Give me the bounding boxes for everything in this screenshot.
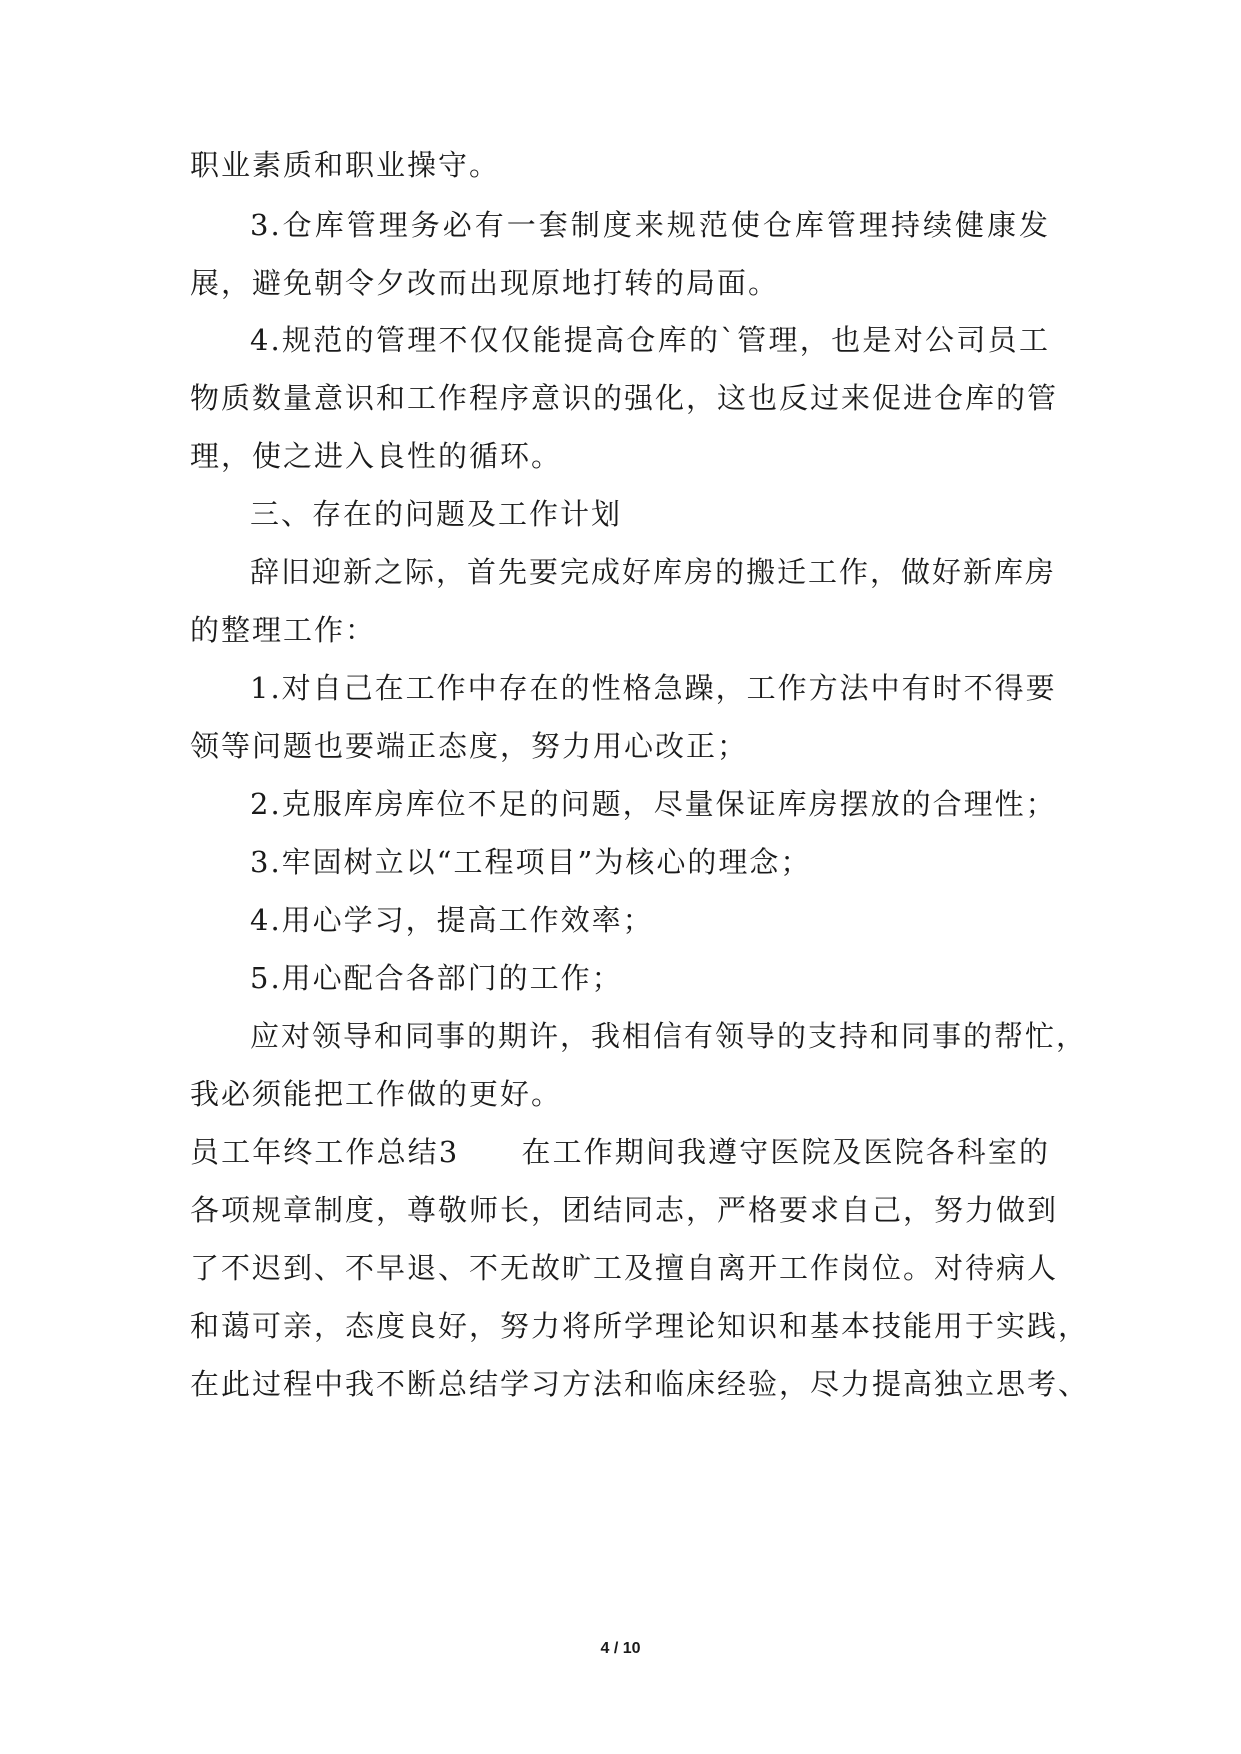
text-line: 了不迟到、不早退、不无故旷工及擅自离开工作岗位。对待病人	[190, 1251, 1059, 1285]
text-line: 2.克服库房库位不足的问题，尽量保证库房摆放的合理性；	[250, 787, 1057, 821]
text-line: 4.用心学习，提高工作效率；	[250, 903, 654, 937]
text-line: 物质数量意识和工作程序意识的强化，这也反过来促进仓库的管	[190, 381, 1059, 415]
text-line: 4.规范的管理不仅仅能提高仓库的`管理，也是对公司员工	[250, 323, 1050, 357]
text-line: 3.仓库管理务必有一套制度来规范使仓库管理持续健康发	[250, 208, 1050, 242]
text-line: 5.用心配合各部门的工作；	[250, 961, 623, 995]
text-line: 辞旧迎新之际，首先要完成好库房的搬迁工作，做好新库房	[250, 555, 1057, 589]
text-line: 理，使之进入良性的循环。	[190, 439, 563, 473]
text-line: 员工年终工作总结3 在工作期间我遵守医院及医院各科室的	[190, 1135, 1050, 1169]
text-line: 在此过程中我不断总结学习方法和临床经验，尽力提高独立思考、	[190, 1367, 1090, 1401]
text-line: 职业素质和职业操守。	[190, 148, 501, 182]
text-line: 领等问题也要端正态度，努力用心改正；	[190, 729, 749, 763]
text-line: 1.对自己在工作中存在的性格急躁，工作方法中有时不得要	[250, 671, 1057, 705]
text-line: 和蔼可亲，态度良好，努力将所学理论知识和基本技能用于实践，	[190, 1309, 1090, 1343]
text-line: 的整理工作：	[190, 613, 377, 647]
text-line: 各项规章制度，尊敬师长，团结同志，严格要求自己，努力做到	[190, 1193, 1059, 1227]
text-line: 3.牢固树立以“工程项目”为核心的理念；	[250, 845, 812, 879]
text-line: 应对领导和同事的期许，我相信有领导的支持和同事的帮忙，	[250, 1019, 1088, 1053]
text-line: 展，避免朝令夕改而出现原地打转的局面。	[190, 266, 780, 300]
section-heading: 三、存在的问题及工作计划	[250, 497, 623, 531]
text-line: 我必须能把工作做的更好。	[190, 1077, 563, 1111]
page-number: 4 / 10	[600, 1640, 641, 1657]
